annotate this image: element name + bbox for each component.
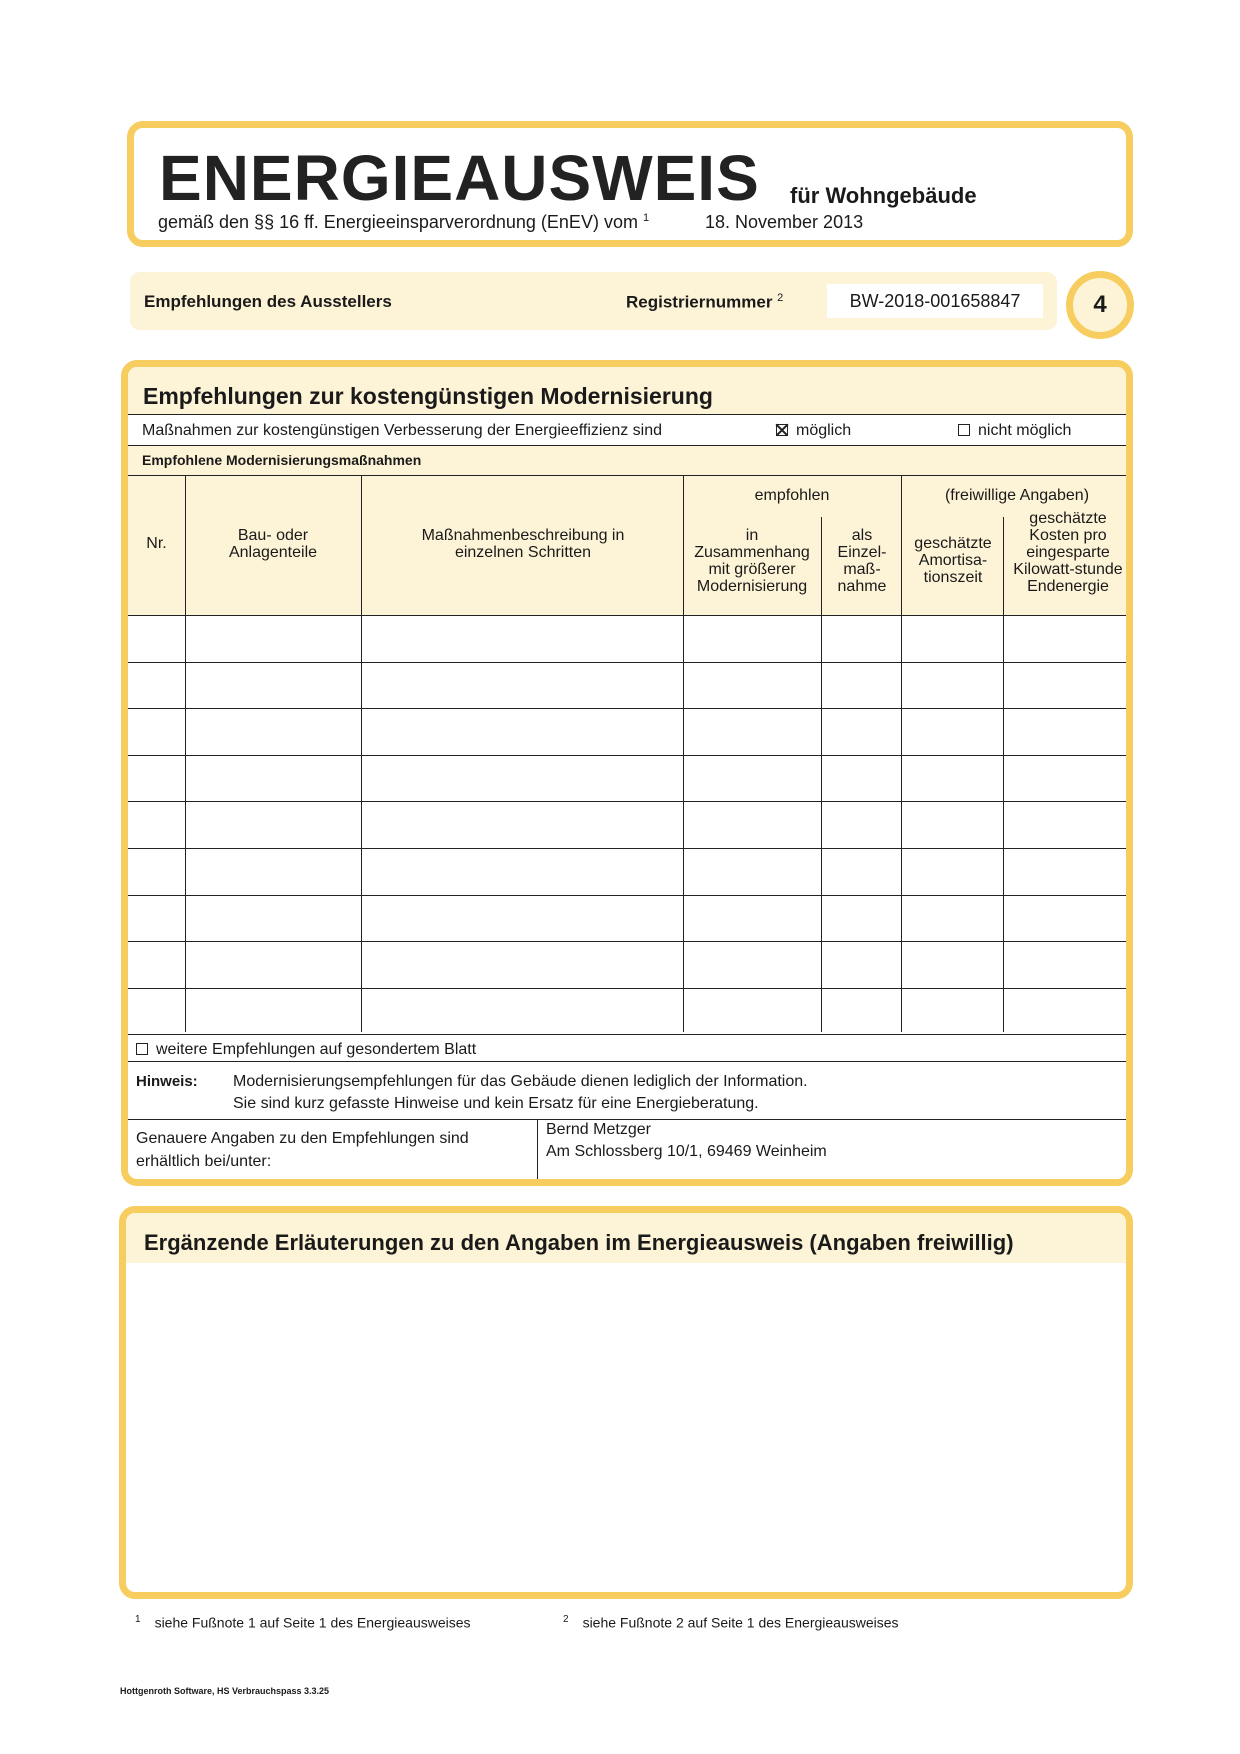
table-row-divider	[128, 941, 1126, 942]
box-header	[128, 367, 1126, 415]
software-credit: Hottgenroth Software, HS Verbrauchspass 3.3.25	[120, 1686, 330, 1696]
table-row-divider	[128, 755, 1126, 756]
document-subtitle: für Wohngebäude	[790, 183, 977, 208]
table-row-divider	[128, 895, 1126, 896]
contact-name: Bernd Metzger	[546, 1121, 651, 1138]
section-label: Empfehlungen des Ausstellers	[144, 292, 392, 311]
registration-label	[626, 292, 783, 313]
more-recommendations[interactable]	[136, 1041, 476, 1059]
contact-address: Am Schlossberg 10/1, 69469 Weinheim	[546, 1143, 827, 1160]
legal-basis-text: gemäß den §§ 16 ff. Energieeinsparverordnung (EnEV) vom	[158, 212, 638, 232]
contact-label-line-1: Genauere Angaben zu den Empfehlungen sind	[136, 1130, 469, 1147]
col-group-voluntary: (freiwillige Angaben)	[944, 487, 1090, 504]
table-row-divider	[128, 708, 1126, 709]
col-header-with-major: in Zusammenhang mit größerer Modernisierung	[694, 527, 810, 595]
checkbox-empty-icon[interactable]	[958, 424, 970, 436]
registration-label-text: Registriernummer	[626, 292, 773, 312]
page-number-badge: 4	[1066, 271, 1134, 339]
col-header-cost-per-kwh: geschätzte Kosten pro eingesparte Kilowatt-stunde Endenergie	[1013, 510, 1123, 595]
more-recommendations-label: weitere Empfehlungen auf gesondertem Blatt	[156, 1041, 477, 1058]
col-header-nr: Nr.	[146, 535, 167, 552]
footnote-mark: 2	[777, 292, 784, 304]
option-not-possible-label: nicht möglich	[978, 422, 1072, 439]
table-row-divider	[128, 662, 1126, 663]
option-possible-label: möglich	[796, 422, 852, 439]
col-divider	[821, 517, 822, 1032]
col-divider	[185, 475, 186, 1032]
checkbox-checked-icon[interactable]	[776, 424, 788, 436]
supplementary-notes-box	[119, 1206, 1133, 1599]
legal-basis	[158, 212, 649, 233]
box-title: Empfehlungen zur kostengünstigen Modernisierung	[143, 383, 713, 409]
section-bar	[130, 272, 1057, 330]
footnote-text: siehe Fußnote 1 auf Seite 1 des Energieausweises	[154, 1614, 471, 1631]
table-row-divider	[128, 848, 1126, 849]
hint-line-1: Modernisierungsempfehlungen für das Gebäude dienen lediglich der Information.	[233, 1073, 808, 1090]
footnote-mark: 1	[135, 1614, 141, 1625]
hint-line-2: Sie sind kurz gefasste Hinweise und kein Ersatz für eine Energieberatung.	[233, 1095, 759, 1112]
supplementary-content[interactable]	[140, 1273, 1120, 1583]
col-divider	[361, 475, 362, 1032]
col-divider	[537, 1119, 538, 1179]
measures-statement: Maßnahmen zur kostengünstigen Verbesserung der Energieeffizienz sind	[142, 422, 663, 439]
table-row-divider	[128, 988, 1126, 989]
hint-label: Hinweis:	[136, 1073, 198, 1090]
option-not-possible[interactable]	[958, 422, 1071, 440]
col-header-single: als Einzel-maß-nahme	[837, 527, 887, 595]
document-title: ENERGIEAUSWEIS	[159, 142, 760, 214]
table-row-divider	[128, 801, 1126, 802]
option-possible[interactable]	[776, 422, 851, 440]
divider	[128, 414, 1126, 415]
modernisation-recommendations-box	[121, 360, 1133, 1186]
col-divider	[1003, 517, 1004, 1032]
registration-number: BW-2018-001658847	[827, 284, 1043, 318]
col-header-payback: geschätzte Amortisa-tionszeit	[914, 535, 992, 586]
footnote-2	[563, 1614, 899, 1631]
divider	[128, 1061, 1126, 1062]
col-divider	[901, 475, 902, 1032]
box-title: Ergänzende Erläuterungen zu den Angaben im Energieausweis (Angaben freiwillig)	[144, 1230, 1014, 1255]
table-row-divider	[128, 1034, 1126, 1035]
certificate-header	[127, 121, 1133, 247]
col-header-component: Bau- oder Anlagenteile	[228, 527, 318, 561]
regulation-date: 18. November 2013	[705, 212, 864, 232]
footnote-mark: 2	[563, 1614, 569, 1625]
checkbox-empty-icon[interactable]	[136, 1043, 148, 1055]
divider	[128, 615, 1126, 616]
footnote-1	[135, 1614, 471, 1631]
divider	[128, 1119, 1126, 1120]
col-group-recommended: empfohlen	[754, 487, 830, 504]
col-divider	[683, 475, 684, 1032]
box-header	[126, 1213, 1126, 1263]
contact-label-line-2: erhältlich bei/unter:	[136, 1153, 272, 1170]
footnote-text: siehe Fußnote 2 auf Seite 1 des Energieausweises	[582, 1614, 899, 1631]
recommended-heading: Empfohlene Modernisierungsmaßnahmen	[142, 452, 422, 468]
footnote-mark: 1	[642, 212, 650, 224]
col-header-description: Maßnahmenbeschreibung in einzelnen Schritten	[421, 527, 625, 561]
